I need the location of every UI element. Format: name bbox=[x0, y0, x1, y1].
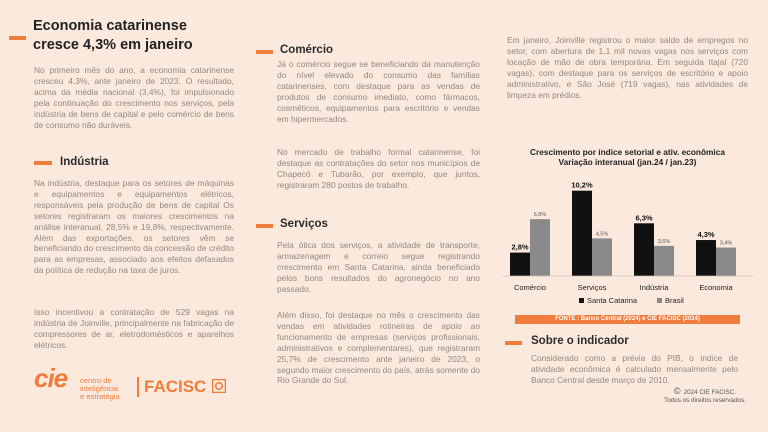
chart-subtitle-text: Variação interanual (jan.24 / jan.23) bbox=[558, 157, 697, 167]
page-title bbox=[33, 17, 233, 55]
industria-paragraph-1: Na indústria, destaque para os setores de máquinas e equipamentos e equipamentos elétricos, responsáveis pela produção de bens de capital Os setores registraram os maiores crescimentos na análise interanual, 28,5% e 19,8%, respectivamente. Além das exportações, os setores vêm se beneficiando do crescimento da concessão de crédito para as empresas, associado aos efeitos defasados da política de redução na taxa de juros. bbox=[34, 178, 234, 276]
indicador-accent-bar bbox=[505, 341, 522, 345]
category-label-2: Indústria bbox=[639, 283, 669, 292]
bar-br-3 bbox=[716, 248, 736, 276]
copyright-icon: © bbox=[673, 386, 681, 396]
cie-logo-subtitle bbox=[80, 377, 120, 401]
legend-swatch-0 bbox=[579, 298, 584, 303]
comercio-paragraph-1: Já o comércio segue se beneficiando da manutenção do nível elevado do consumo das famílias catarinenses, com destaque para as vendas de produtos de consumo imediato, como fármacos, cosméticos, equipamentos para escritório e vendas em hipermercados. bbox=[277, 59, 480, 124]
chart-title bbox=[505, 147, 750, 167]
data-label-br-1: 4,5% bbox=[595, 231, 609, 238]
data-label-br-0: 6,8% bbox=[533, 212, 547, 219]
comercio-accent-bar bbox=[256, 50, 273, 54]
bar-sc-2 bbox=[634, 223, 654, 276]
page-title-line1: Economia catarinense bbox=[33, 18, 187, 34]
chart-title-text: Crescimento por índice setorial e ativ. econômica bbox=[530, 147, 725, 157]
copyright-line-2: Todos os direitos reservados. bbox=[664, 397, 746, 404]
intro-paragraph: No primeiro mês do ano, a economia catarinense cresceu 4,3%, ante janeiro de 2023. O resultado, acima da média nacional (3,4%), foi impulsionado pela continuação do crescimento nos serviços, pela indústria de bens de capital e pelo comércio de bens de consumo não duráveis. bbox=[34, 65, 234, 130]
cie-logo-sub-3: e estratégia bbox=[80, 392, 120, 401]
bar-sc-1 bbox=[572, 191, 592, 276]
category-label-1: Serviços bbox=[577, 283, 607, 292]
industria-accent-bar bbox=[34, 161, 52, 165]
cie-logo-sub-1: centro de bbox=[80, 376, 112, 385]
category-label-3: Economia bbox=[699, 283, 733, 292]
bar-br-2 bbox=[654, 246, 674, 276]
servicos-accent-bar bbox=[256, 224, 273, 228]
data-label-sc-0: 2,8% bbox=[511, 242, 529, 252]
title-accent-bar bbox=[9, 36, 26, 40]
bar-sc-0 bbox=[510, 253, 530, 276]
bar-chart bbox=[495, 170, 760, 310]
cie-logo-sub-2: inteligência bbox=[80, 384, 118, 393]
copyright-block bbox=[650, 387, 760, 405]
category-label-0: Comércio bbox=[513, 283, 547, 292]
industria-paragraph-2: Isso incentivou a contratação de 529 vagas na indústria de Joinville, principalmente na fabricação de compressores de ar, eletrodomésticos e aparelhos elétricos. bbox=[34, 307, 234, 350]
data-label-sc-3: 4,3% bbox=[697, 230, 715, 240]
bar-br-0 bbox=[530, 219, 550, 276]
data-label-br-2: 3,6% bbox=[657, 238, 671, 245]
indicador-heading: Sobre o indicador bbox=[531, 335, 629, 347]
bar-sc-3 bbox=[696, 240, 716, 276]
logo-divider bbox=[137, 377, 139, 397]
legend-swatch-1 bbox=[657, 298, 662, 303]
data-label-sc-2: 6,3% bbox=[635, 213, 653, 223]
facisc-logo: FACISC bbox=[144, 377, 207, 396]
indicador-paragraph: Considerado como a prévia do PIB, o índice de atividade econômica é calculado mensalmente pelo Banco Central desde março de 2010. bbox=[531, 353, 738, 385]
copyright-line-1 bbox=[650, 387, 760, 397]
industria-heading: Indústria bbox=[60, 156, 109, 168]
cie-logo-mark: cie bbox=[34, 363, 68, 393]
copyright-text: 2024 CIE FACISC. bbox=[683, 389, 737, 396]
comercio-heading: Comércio bbox=[280, 44, 334, 56]
legend-label-1: Brasil bbox=[665, 296, 684, 305]
data-label-br-3: 3,4% bbox=[719, 240, 733, 247]
comercio-paragraph-2: No mercado de trabalho formal catarinense, foi destaque as contratações do setor nos municípios de Chapecó e Tubarão, por exemplo, que juntos, registraram 280 postos de trabalho. bbox=[277, 147, 480, 190]
servicos-paragraph-2: Além disso, foi destaque no mês o crescimento das vendas em atividades rotineiras de apoio ao funcionamento de empresas (serviços profissionais, administrativos e complementares), que registraram 25,7% de crescimento ante janeiro de 2023, o segundo maior crescimento do país, atrás somente do Rio Grande do Sul. bbox=[277, 310, 480, 386]
joinville-paragraph: Em janeiro, Joinville registrou o maior saldo de empregos no setor, com abertura de 1,1 mil novas vagas nos serviços com locação de mão de obra temporária. Em seguida Itajaí (720 vagas), com destaque para os serviços de escritório e apoio administrativo, e São José (719 vagas), nas atividades de limpeza em prédios. bbox=[507, 35, 748, 100]
servicos-heading: Serviços bbox=[280, 218, 328, 230]
legend-label-0: Santa Catarina bbox=[587, 296, 638, 305]
servicos-paragraph-1: Pela ótica dos serviços, a atividade de transporte, armazenagem e correio segue registrando crescimento em Santa Catarina, ainda beneficiado pelos bons resultados do agronegócio no ano passado. bbox=[277, 240, 480, 294]
facisc-logo-icon bbox=[212, 379, 226, 393]
data-label-sc-1: 10,2% bbox=[571, 180, 593, 190]
bar-br-1 bbox=[592, 238, 612, 276]
page-title-line2: cresce 4,3% em janeiro bbox=[33, 37, 193, 53]
chart-source: FONTE : Banco Central (2024) e CIE FACISC (2024) bbox=[515, 315, 740, 324]
